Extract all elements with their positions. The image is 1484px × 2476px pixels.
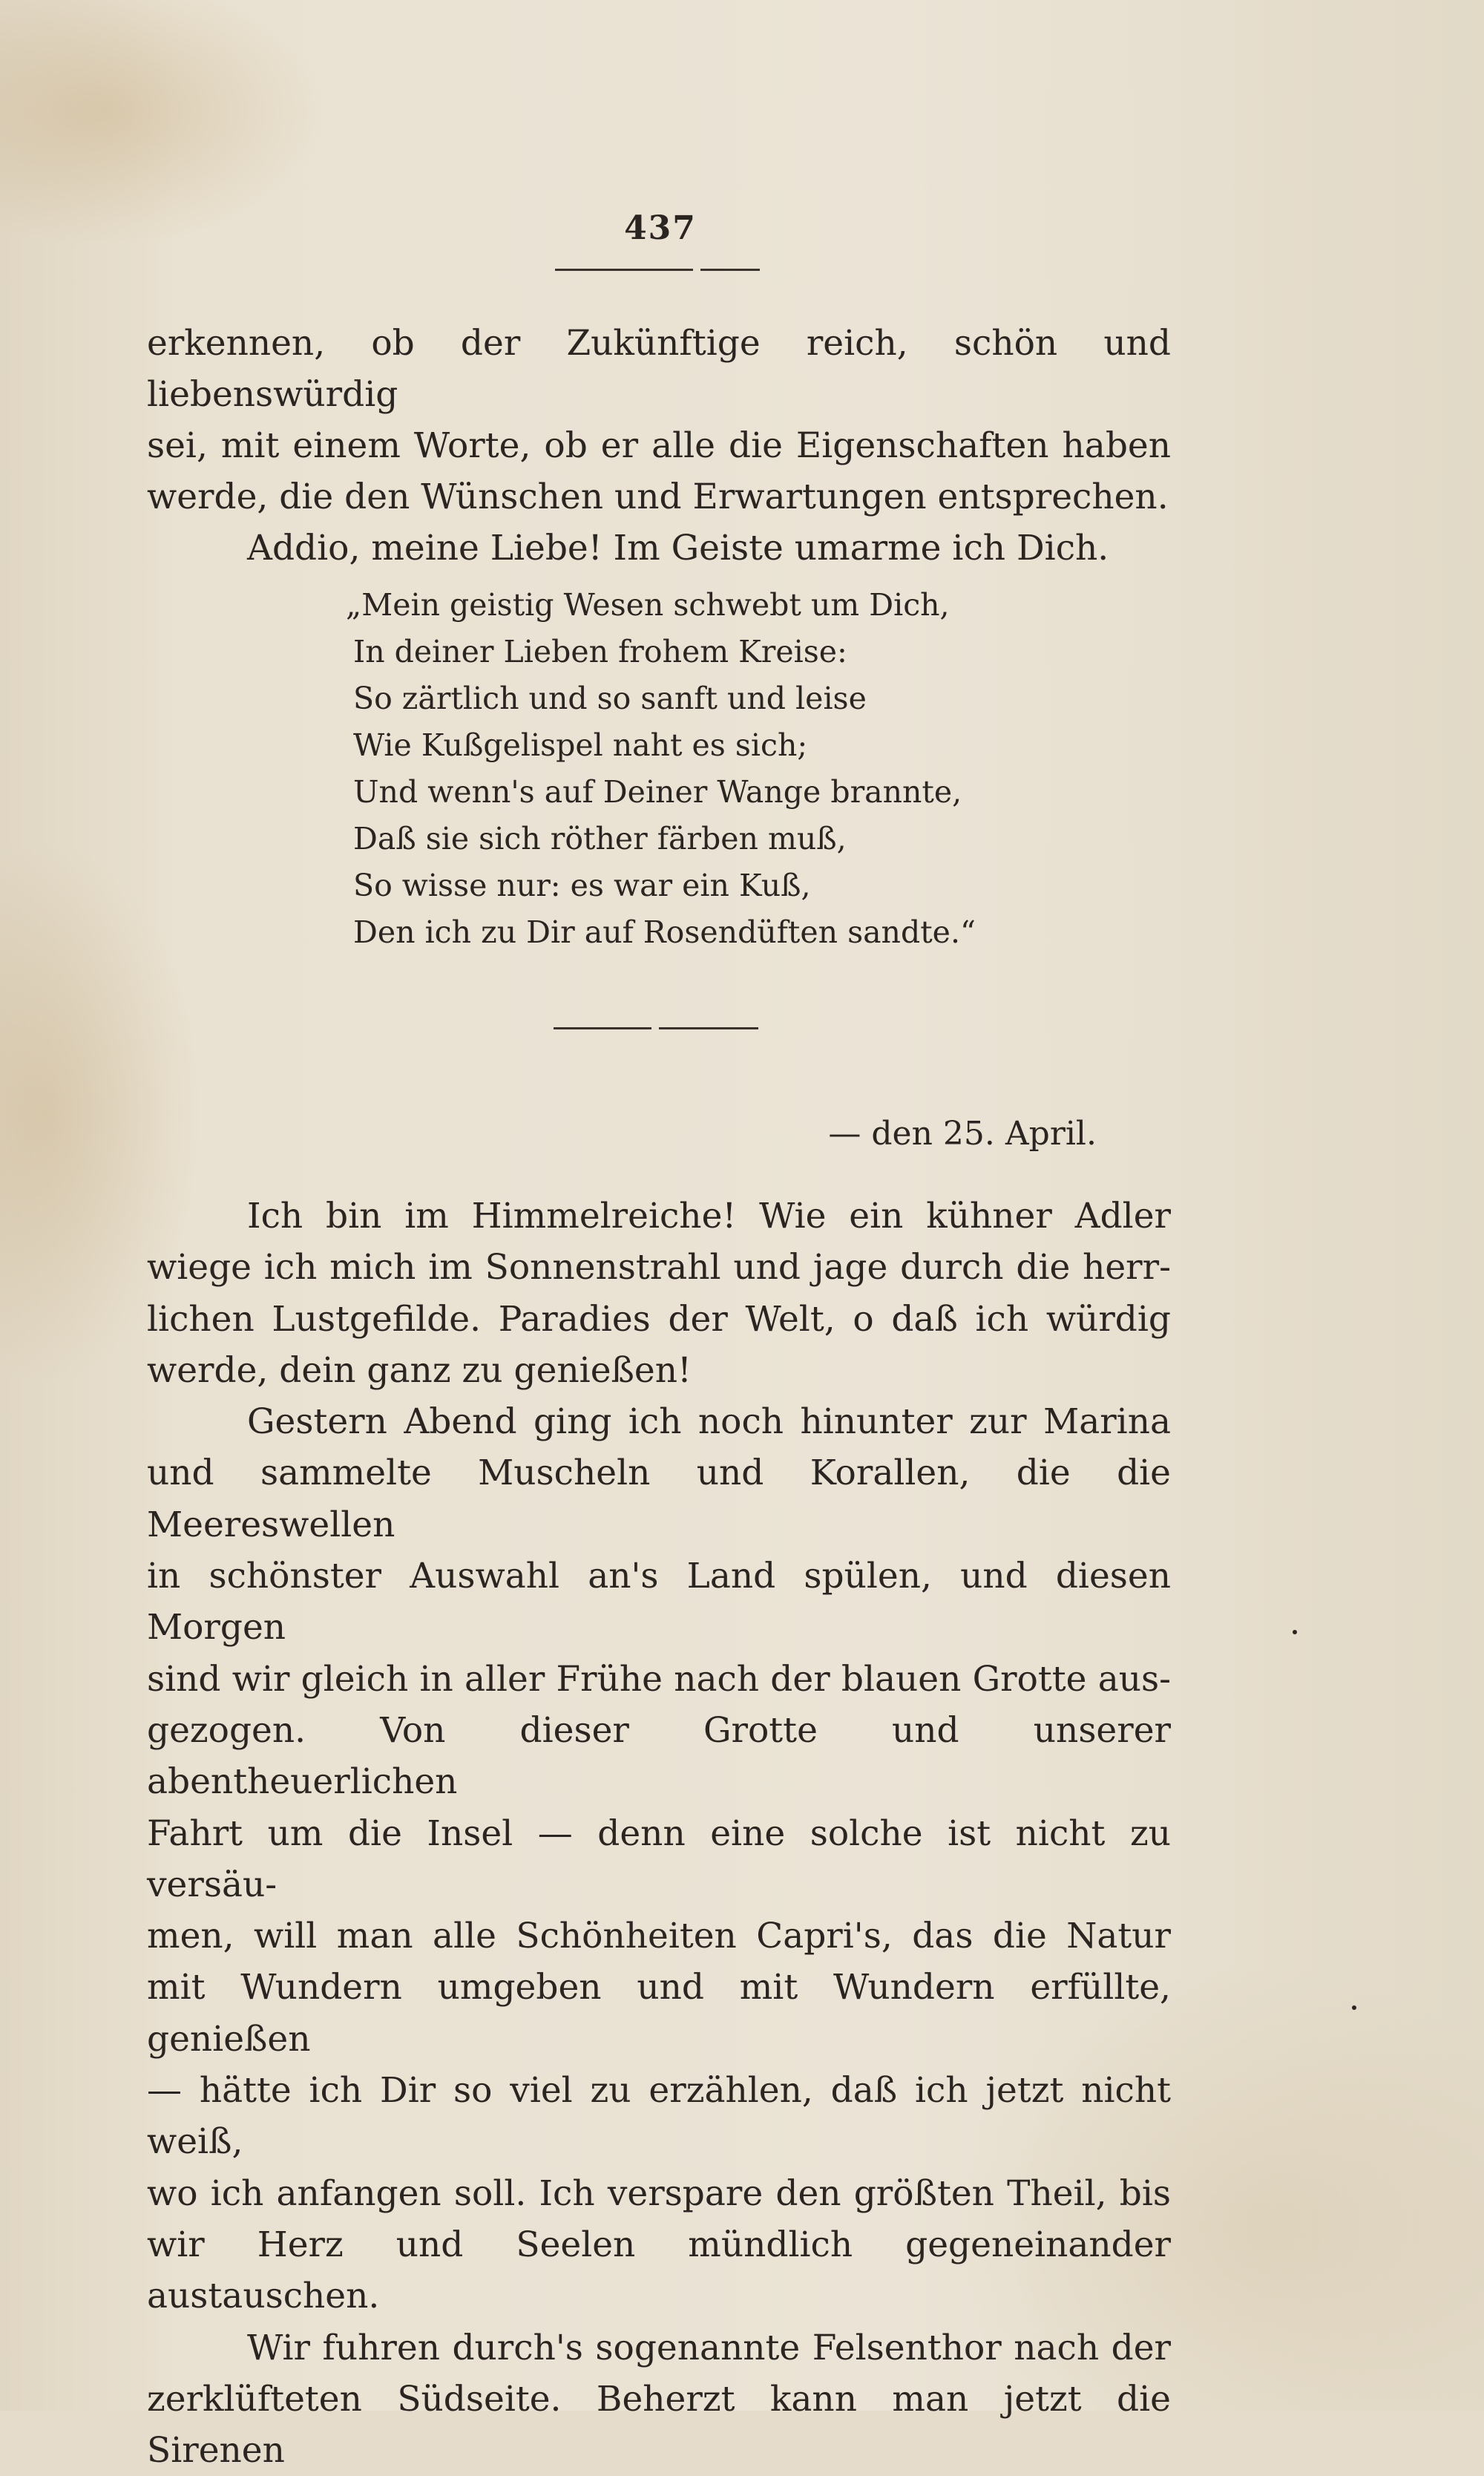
text-line: — hätte ich Dir so viel zu erzählen, daß ich jetzt nicht weiß, <box>147 2070 1171 2163</box>
page-number: 437 <box>624 209 697 247</box>
text-line: wiege ich mich im Sonnenstrahl und jage durch die herr- <box>147 1247 1171 1288</box>
text-block-bottom <box>147 1190 1171 2476</box>
text-line: sind wir gleich in aller Frühe nach der blauen Grotte aus- <box>147 1658 1171 1700</box>
ink-speck <box>1352 2005 1356 2010</box>
text-line: Gestern Abend ging ich noch hinunter zur Marina <box>247 1401 1171 1443</box>
poem-line: Und wenn's auf Deiner Wange brannte, <box>353 774 962 810</box>
text-line: Ich bin im Himmelreiche! Wie ein kühner Adler <box>247 1196 1171 1237</box>
text-line: und sammelte Muscheln und Korallen, die die Meereswellen <box>147 1452 1171 1545</box>
poem-line: Daß sie sich röther färben muß, <box>353 821 847 857</box>
text-line: gezogen. Von dieser Grotte und unserer abentheuerlichen <box>147 1709 1171 1803</box>
closing-line: Addio, meine Liebe! Im Geiste umarme ich Dich. <box>247 528 1109 569</box>
dateline: — den 25. April. <box>828 1115 1097 1153</box>
text-line: mit Wundern umgeben und mit Wundern erfüllte, genießen <box>147 1967 1171 2060</box>
paragraph <box>147 1190 1171 1396</box>
paragraph <box>147 2322 1171 2476</box>
text-line: in schönster Auswahl an's Land spülen, und diesen Morgen <box>147 1556 1171 1648</box>
poem-line: Den ich zu Dir auf Rosendüften sandte.“ <box>353 914 976 950</box>
text-line: men, will man alle Schönheiten Capri's, das die Natur <box>147 1916 1171 1957</box>
poem <box>346 582 1088 956</box>
header-rule <box>555 269 760 271</box>
text-line: erkennen, ob der Zukünftige reich, schön und liebenswürdig <box>147 323 1171 415</box>
text-line: werde, die den Wünschen und Erwartungen entsprechen. <box>147 476 1169 517</box>
poem-line: So zärtlich und so sanft und leise <box>353 681 867 716</box>
poem-line: „Mein geistig Wesen schwebt um Dich, <box>346 587 950 623</box>
text-line: wo ich anfangen soll. Ich verspare den größten Theil, bis <box>147 2172 1171 2214</box>
text-line: sei, mit einem Worte, ob er alle die Eigenschaften haben <box>147 425 1171 466</box>
text-block-top <box>147 318 1171 574</box>
poem-line: In deiner Lieben frohem Kreise: <box>353 634 847 669</box>
text-line: Fahrt um die Insel — denn eine solche ist nicht zu versäu- <box>147 1812 1171 1905</box>
text-line: Wir fuhren durch's sogenannte Felsenthor nach der <box>247 2327 1171 2368</box>
text-line: wir Herz und Seelen mündlich gegeneinander austauschen. <box>147 2224 1171 2317</box>
section-divider <box>554 1027 758 1029</box>
text-line: lichen Lustgefilde. Paradies der Welt, o daß ich würdig <box>147 1298 1171 1340</box>
ink-speck <box>1293 1630 1297 1634</box>
poem-line: So wisse nur: es war ein Kuß, <box>353 868 811 903</box>
paragraph <box>147 1396 1171 2322</box>
paragraph-continued <box>147 318 1171 523</box>
text-line: werde, dein ganz zu genießen! <box>147 1349 692 1391</box>
text-line: zerklüfteten Südseite. Beherzt kann man jetzt die Sirenen <box>147 2378 1171 2472</box>
poem-line: Wie Kußgelispel naht es sich; <box>353 727 808 763</box>
